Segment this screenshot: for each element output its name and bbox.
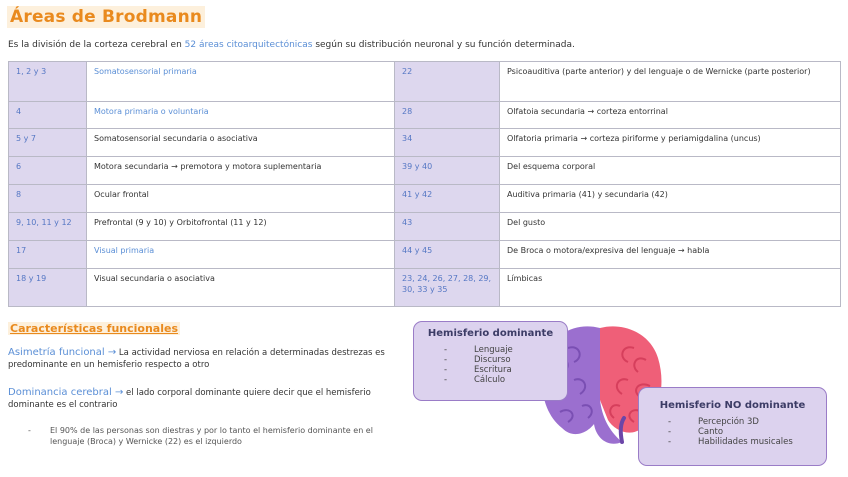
area-function: Prefrontal (9 y 10) y Orbitofrontal (11 y 12)	[87, 213, 395, 241]
area-number: 5 y 7	[9, 129, 87, 157]
area-number: 9, 10, 11 y 12	[9, 213, 87, 241]
bullet-dash: -	[28, 426, 31, 435]
area-function: Motora secundaria → premotora y motora suplementaria	[87, 157, 395, 185]
area-function: Visual secundaria o asociativa	[87, 269, 395, 307]
asymmetry-paragraph	[8, 347, 393, 371]
dominant-hemisphere-box	[413, 321, 568, 401]
table-row	[9, 185, 841, 213]
section-title: Características funcionales	[10, 322, 179, 335]
area-number: 8	[9, 185, 87, 213]
area-function: Somatosensorial secundaria o asociativa	[87, 129, 395, 157]
asymmetry-text: La actividad nerviosa en relación a determinadas destrezas es predominante en un hemisferio respecto a otro	[8, 348, 385, 370]
brodmann-table	[8, 61, 841, 307]
list-item: - Discurso	[444, 355, 567, 365]
list-item: - Escritura	[444, 365, 567, 375]
area-function: Del gusto	[500, 213, 841, 241]
area-number: 22	[395, 62, 500, 102]
area-function: Del esquema corporal	[500, 157, 841, 185]
area-number: 43	[395, 213, 500, 241]
page-title: Áreas de Brodmann	[7, 6, 205, 28]
table-row	[9, 213, 841, 241]
table-row	[9, 102, 841, 129]
area-function: Olfatoria primaria → corteza piriforme y periamigdalina (uncus)	[500, 129, 841, 157]
dominance-text: el lado corporal dominante quiere decir que el hemisferio dominante es el contrario	[8, 388, 371, 410]
list-item: - Lenguaje	[444, 345, 567, 355]
intro-highlight: 52 áreas citoarquitectónicas	[184, 40, 313, 50]
area-function: Auditiva primaria (41) y secundaria (42)	[500, 185, 841, 213]
area-number: 6	[9, 157, 87, 185]
area-function: Ocular frontal	[87, 185, 395, 213]
table-row	[9, 129, 841, 157]
nondominant-hemisphere-title: Hemisferio NO dominante	[659, 400, 806, 411]
area-function: Olfatoia secundaria → corteza entorrinal	[500, 102, 841, 129]
list-item	[28, 425, 378, 447]
intro-after: según su distribución neuronal y su función determinada.	[312, 40, 575, 50]
area-number: 34	[395, 129, 500, 157]
intro-text	[8, 40, 575, 50]
area-number: 39 y 40	[395, 157, 500, 185]
table-row	[9, 269, 841, 307]
area-number: 4	[9, 102, 87, 129]
list-item: - Habilidades musicales	[668, 437, 826, 447]
area-function: Límbicas	[500, 269, 841, 307]
area-function: Visual primaria	[87, 241, 395, 269]
dominance-paragraph	[8, 387, 393, 411]
asymmetry-key: Asimetría funcional →	[8, 347, 117, 358]
list-item: - Canto	[668, 427, 826, 437]
area-number: 1, 2 y 3	[9, 62, 87, 102]
dominant-hemisphere-title: Hemisferio dominante	[427, 328, 554, 339]
table-row	[9, 157, 841, 185]
area-function: Psicoauditiva (parte anterior) y del lenguaje o de Wernicke (parte posterior)	[500, 62, 841, 102]
area-number: 17	[9, 241, 87, 269]
area-number: 28	[395, 102, 500, 129]
nondominant-list	[668, 417, 826, 447]
list-item: - Cálculo	[444, 375, 567, 385]
area-function: Somatosensorial primaria	[87, 62, 395, 102]
list-item: - Percepción 3D	[668, 417, 826, 427]
area-function: De Broca o motora/expresiva del lenguaje → habla	[500, 241, 841, 269]
area-number: 23, 24, 26, 27, 28, 29, 30, 33 y 35	[395, 269, 500, 307]
area-number: 44 y 45	[395, 241, 500, 269]
area-number: 41 y 42	[395, 185, 500, 213]
table-row	[9, 241, 841, 269]
nondominant-hemisphere-box	[638, 387, 827, 466]
table-row	[9, 62, 841, 102]
intro-before: Es la división de la corteza cerebral en	[8, 40, 185, 50]
area-function: Motora primaria o voluntaria	[87, 102, 395, 129]
dominance-key: Dominancia cerebral →	[8, 387, 124, 398]
dominant-list	[444, 345, 567, 385]
area-number: 18 y 19	[9, 269, 87, 307]
bullet-text: El 90% de las personas son diestras y por lo tanto el hemisferio dominante en el lenguaje (Broca) y Wernicke (22) es el izquierdo	[50, 426, 373, 446]
